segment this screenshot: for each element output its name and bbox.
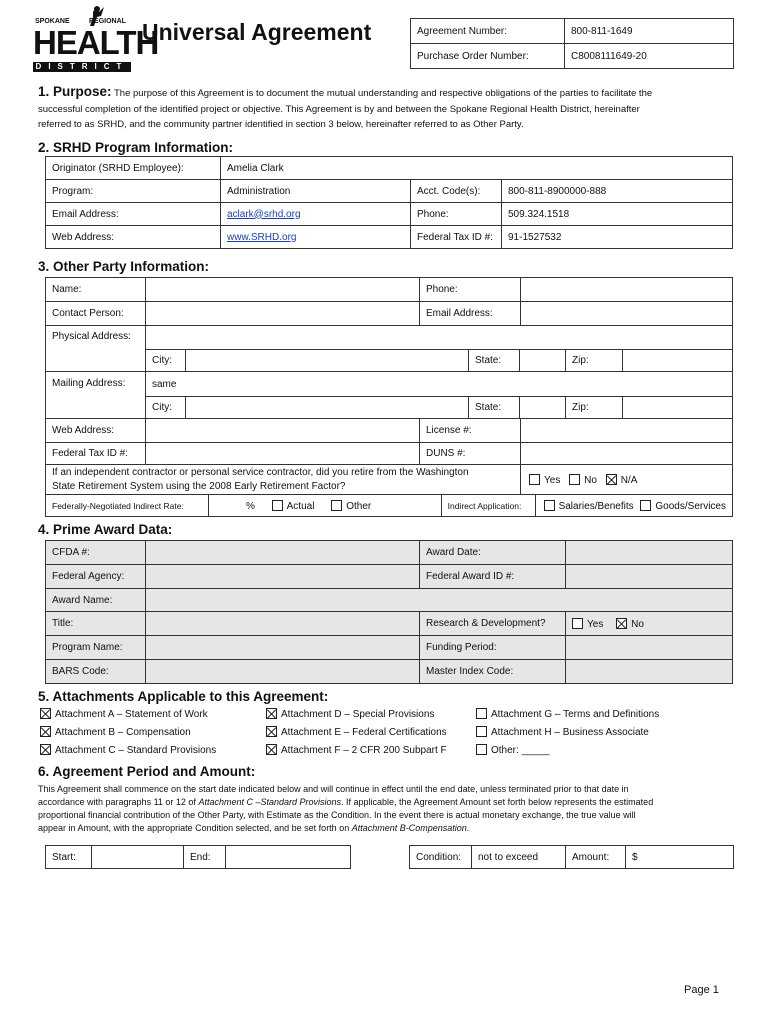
mailing-zip-label: Zip: xyxy=(566,397,623,419)
award-name-label: Award Name: xyxy=(46,589,146,612)
period-line-2a: accordance with paragraphs 11 or 12 of xyxy=(38,797,199,807)
mailing-address-field[interactable]: same xyxy=(146,372,733,397)
srhd-section-heading: 2. SRHD Program Information: xyxy=(38,140,234,155)
physical-address-field[interactable] xyxy=(146,326,733,350)
contact-person-label: Contact Person: xyxy=(46,302,146,326)
rd-yes-label: Yes xyxy=(587,618,604,630)
actual-checkbox[interactable] xyxy=(272,500,283,511)
physical-zip-field[interactable] xyxy=(623,350,733,372)
indirect-rate-label: Federally-Negotiated Indirect Rate: xyxy=(46,495,209,517)
indirect-application-label: Indirect Application: xyxy=(441,495,535,517)
retirement-question xyxy=(46,465,521,495)
srhd-tax-label: Federal Tax ID #: xyxy=(411,226,502,249)
attachment-d-label: Attachment D – Special Provisions xyxy=(281,709,435,720)
page-title: Universal Agreement xyxy=(142,19,372,45)
attachment-f-option[interactable] xyxy=(266,744,447,756)
condition-amount-table xyxy=(409,845,734,869)
award-name-field[interactable] xyxy=(146,589,733,612)
rd-no-option[interactable] xyxy=(616,619,644,630)
physical-zip-label: Zip: xyxy=(566,350,623,372)
cfda-field[interactable] xyxy=(146,541,420,565)
rd-no-label: No xyxy=(631,618,644,630)
start-end-table xyxy=(45,845,351,869)
actual-label: Actual xyxy=(286,500,315,512)
retirement-question-line-2: State Retirement System using the 2008 Early Retirement Factor? xyxy=(52,480,346,492)
program-name-label: Program Name: xyxy=(46,636,146,660)
rd-no-checkbox[interactable] xyxy=(616,618,627,629)
condition-field[interactable]: not to exceed xyxy=(472,846,566,869)
name-label: Name: xyxy=(46,278,146,302)
bars-code-label: BARS Code: xyxy=(46,660,146,684)
retire-yes-option[interactable] xyxy=(529,475,560,486)
attachment-b-label: Attachment B – Compensation xyxy=(55,727,191,738)
srhd-email-link[interactable]: aclark@srhd.org xyxy=(227,208,301,220)
attachment-c-checkbox[interactable] xyxy=(40,744,51,755)
salaries-label: Salaries/Benefits xyxy=(558,500,634,512)
title-field[interactable] xyxy=(146,612,420,636)
rd-yes-checkbox[interactable] xyxy=(572,618,583,629)
retire-no-checkbox[interactable] xyxy=(569,474,580,485)
retire-na-checkbox[interactable] xyxy=(606,474,617,485)
funding-period-field[interactable] xyxy=(566,636,733,660)
attachment-c-label: Attachment C – Standard Provisions xyxy=(55,745,217,756)
attachment-other-option[interactable] xyxy=(476,744,549,756)
period-heading: 6. Agreement Period and Amount: xyxy=(38,764,256,779)
salaries-option[interactable] xyxy=(544,501,634,512)
srhd-web-value[interactable] xyxy=(221,226,411,249)
actual-option[interactable] xyxy=(272,501,315,512)
srhd-phone-value[interactable]: 509.324.1518 xyxy=(502,203,733,226)
logo-health: HEALTH xyxy=(33,24,159,61)
originator-label: Originator (SRHD Employee): xyxy=(46,157,221,180)
attachment-a-option[interactable] xyxy=(40,708,208,720)
program-name-field[interactable] xyxy=(146,636,420,660)
master-index-label: Master Index Code: xyxy=(420,660,566,684)
mailing-address-label: Mailing Address: xyxy=(46,372,146,419)
license-label: License #: xyxy=(420,419,521,443)
contact-person-field[interactable] xyxy=(146,302,420,326)
physical-state-field[interactable] xyxy=(520,350,566,372)
attachment-other-checkbox[interactable] xyxy=(476,744,487,755)
federal-agency-label: Federal Agency: xyxy=(46,565,146,589)
mailing-city-field[interactable] xyxy=(186,397,469,419)
retirement-question-table xyxy=(45,464,733,495)
amount-label: Amount: xyxy=(566,846,626,869)
retire-no-option[interactable] xyxy=(569,475,597,486)
srhd-email-value[interactable] xyxy=(221,203,411,226)
purpose-line-3: referred to as SRHD, and the community partner identified in section 3 below, hereinafter referred to as Other Party. xyxy=(38,119,524,130)
originator-value[interactable]: Amelia Clark xyxy=(221,157,733,180)
attachment-d-option[interactable] xyxy=(266,708,434,720)
amount-field[interactable]: $ xyxy=(626,846,734,869)
name-field[interactable] xyxy=(146,278,420,302)
attachment-d-checkbox[interactable] xyxy=(266,708,277,719)
purpose-section xyxy=(38,84,738,133)
period-attachment-b-ref: Attachment B-Compensation xyxy=(351,823,467,833)
program-label: Program: xyxy=(46,180,221,203)
federal-agency-field[interactable] xyxy=(146,565,420,589)
agreement-number-box xyxy=(410,18,734,69)
federal-award-id-label: Federal Award ID #: xyxy=(420,565,566,589)
srhd-info-table xyxy=(45,156,733,249)
purpose-heading: 1. Purpose: xyxy=(38,84,112,99)
srhd-phone-label: Phone: xyxy=(411,203,502,226)
indirect-application-options xyxy=(535,495,732,517)
cfda-label: CFDA #: xyxy=(46,541,146,565)
other-web-field[interactable] xyxy=(146,419,420,443)
master-index-field[interactable] xyxy=(566,660,733,684)
logo-top-right: REGIONAL xyxy=(89,18,126,25)
other-email-field[interactable] xyxy=(521,302,733,326)
srhd-web-label: Web Address: xyxy=(46,226,221,249)
title-label: Title: xyxy=(46,612,146,636)
duns-label: DUNS #: xyxy=(420,443,521,465)
retirement-options xyxy=(521,465,733,495)
end-label: End: xyxy=(184,846,226,869)
po-number-value[interactable]: C8008111649-20 xyxy=(565,44,734,69)
srhd-logo xyxy=(33,6,159,72)
mailing-zip-field[interactable] xyxy=(623,397,733,419)
logo-district: DISTRICT xyxy=(35,62,129,71)
research-development-label: Research & Development? xyxy=(420,612,566,636)
period-attachment-c-ref: Attachment C –Standard Provisions xyxy=(198,797,342,807)
physical-address-label: Physical Address: xyxy=(46,326,146,372)
mailing-address-table xyxy=(45,371,733,419)
other-party-ids-table xyxy=(45,418,733,465)
other-web-label: Web Address: xyxy=(46,419,146,443)
start-field[interactable] xyxy=(92,846,184,869)
acct-code-value[interactable]: 800-811-8900000-888 xyxy=(502,180,733,203)
attachment-e-label: Attachment E – Federal Certifications xyxy=(281,727,447,738)
srhd-web-link[interactable]: www.SRHD.org xyxy=(227,231,297,243)
goods-label: Goods/Services xyxy=(655,500,726,512)
award-date-field[interactable] xyxy=(566,541,733,565)
agreement-number-label: Agreement Number: xyxy=(411,19,565,44)
indirect-rate-options xyxy=(209,495,441,517)
federal-award-id-field[interactable] xyxy=(566,565,733,589)
srhd-tax-value[interactable]: 91-1527532 xyxy=(502,226,733,249)
period-line-2 xyxy=(38,796,738,809)
attachment-e-option[interactable] xyxy=(266,726,447,738)
retire-no-label: No xyxy=(584,474,597,486)
attachment-other-label: Other: _____ xyxy=(491,745,550,756)
retire-na-label: N/A xyxy=(620,474,638,486)
license-field[interactable] xyxy=(521,419,733,443)
page-number: Page 1 xyxy=(684,984,719,996)
other-email-label: Email Address: xyxy=(420,302,521,326)
agreement-number-value[interactable]: 800-811-1649 xyxy=(565,19,734,44)
attachment-a-checkbox[interactable] xyxy=(40,708,51,719)
award-date-label: Award Date: xyxy=(420,541,566,565)
end-field[interactable] xyxy=(226,846,351,869)
period-line-4 xyxy=(38,822,738,835)
attachment-b-option[interactable] xyxy=(40,726,191,738)
mailing-state-field[interactable] xyxy=(520,397,566,419)
attachments-heading: 5. Attachments Applicable to this Agreement: xyxy=(38,689,329,704)
srhd-email-label: Email Address: xyxy=(46,203,221,226)
physical-address-table xyxy=(45,325,733,372)
program-value[interactable]: Administration xyxy=(221,180,411,203)
attachment-h-option[interactable] xyxy=(476,726,649,738)
duns-field[interactable] xyxy=(521,443,733,465)
period-line-4a: appear in Amount, with the appropriate Condition selected, and be set forth on xyxy=(38,823,352,833)
period-line-1: This Agreement shall commence on the start date indicated below and will continue in effect until the end date, unless terminated prior to that date in xyxy=(38,784,629,794)
condition-label: Condition: xyxy=(410,846,472,869)
rd-yes-option[interactable] xyxy=(572,619,603,630)
attachment-f-checkbox[interactable] xyxy=(266,744,277,755)
other-rate-label: Other xyxy=(346,500,372,512)
period-line-2c: . If applicable, the Agreement Amount set forth below represents the estimated xyxy=(341,797,654,807)
retirement-question-line-1: If an independent contractor or personal service contractor, did you retire from the Washington xyxy=(52,466,469,478)
indirect-rate-table xyxy=(45,494,733,517)
research-development-options xyxy=(566,612,733,636)
physical-state-label: State: xyxy=(469,350,520,372)
percent-sign: % xyxy=(245,500,255,512)
purpose-line-2: successful completion of the identified project or objective. This Agreement is by and between the Spokane Regional Health District, hereinafter xyxy=(38,103,640,115)
prime-award-heading: 4. Prime Award Data: xyxy=(38,522,173,537)
funding-period-label: Funding Period: xyxy=(420,636,566,660)
other-phone-label: Phone: xyxy=(420,278,521,302)
attachment-g-checkbox[interactable] xyxy=(476,708,487,719)
attachment-f-label: Attachment F – 2 CFR 200 Subpart F xyxy=(281,745,447,756)
physical-city-label: City: xyxy=(146,350,186,372)
attachment-b-checkbox[interactable] xyxy=(40,726,51,737)
bars-code-field[interactable] xyxy=(146,660,420,684)
attachment-e-checkbox[interactable] xyxy=(266,726,277,737)
other-rate-option[interactable] xyxy=(331,501,371,512)
other-rate-checkbox[interactable] xyxy=(331,500,342,511)
other-phone-field[interactable] xyxy=(521,278,733,302)
attachment-g-label: Attachment G – Terms and Definitions xyxy=(491,709,660,720)
other-tax-label: Federal Tax ID #: xyxy=(46,443,146,465)
other-party-heading: 3. Other Party Information: xyxy=(38,259,210,274)
retire-yes-label: Yes xyxy=(544,474,561,486)
period-paragraph xyxy=(38,783,738,835)
logo-top-left: SPOKANE xyxy=(35,18,70,25)
acct-code-label: Acct. Code(s): xyxy=(411,180,502,203)
start-label: Start: xyxy=(46,846,92,869)
goods-checkbox[interactable] xyxy=(640,500,651,511)
purpose-line-1: The purpose of this Agreement is to document the mutual understanding and respective obligations of the parties to facilitate the xyxy=(114,88,653,99)
mailing-state-label: State: xyxy=(469,397,520,419)
attachment-h-checkbox[interactable] xyxy=(476,726,487,737)
goods-option[interactable] xyxy=(640,501,726,512)
attachment-g-option[interactable] xyxy=(476,708,659,720)
po-number-label: Purchase Order Number: xyxy=(411,44,565,69)
other-party-contact-table xyxy=(45,277,733,326)
period-line-4c: . xyxy=(466,823,470,833)
attachment-c-option[interactable] xyxy=(40,744,216,756)
period-line-3: proportional financial contribution of the Other Party, with Estimate as the Condition. In the event there is actual monetary exchange, the true value will xyxy=(38,810,636,820)
attachment-a-label: Attachment A – Statement of Work xyxy=(55,709,208,720)
salaries-checkbox[interactable] xyxy=(544,500,555,511)
retire-na-option[interactable] xyxy=(606,475,638,486)
physical-city-field[interactable] xyxy=(186,350,469,372)
mailing-city-label: City: xyxy=(146,397,186,419)
retire-yes-checkbox[interactable] xyxy=(529,474,540,485)
attachment-h-label: Attachment H – Business Associate xyxy=(491,727,649,738)
other-tax-field[interactable] xyxy=(146,443,420,465)
prime-award-table xyxy=(45,540,733,684)
